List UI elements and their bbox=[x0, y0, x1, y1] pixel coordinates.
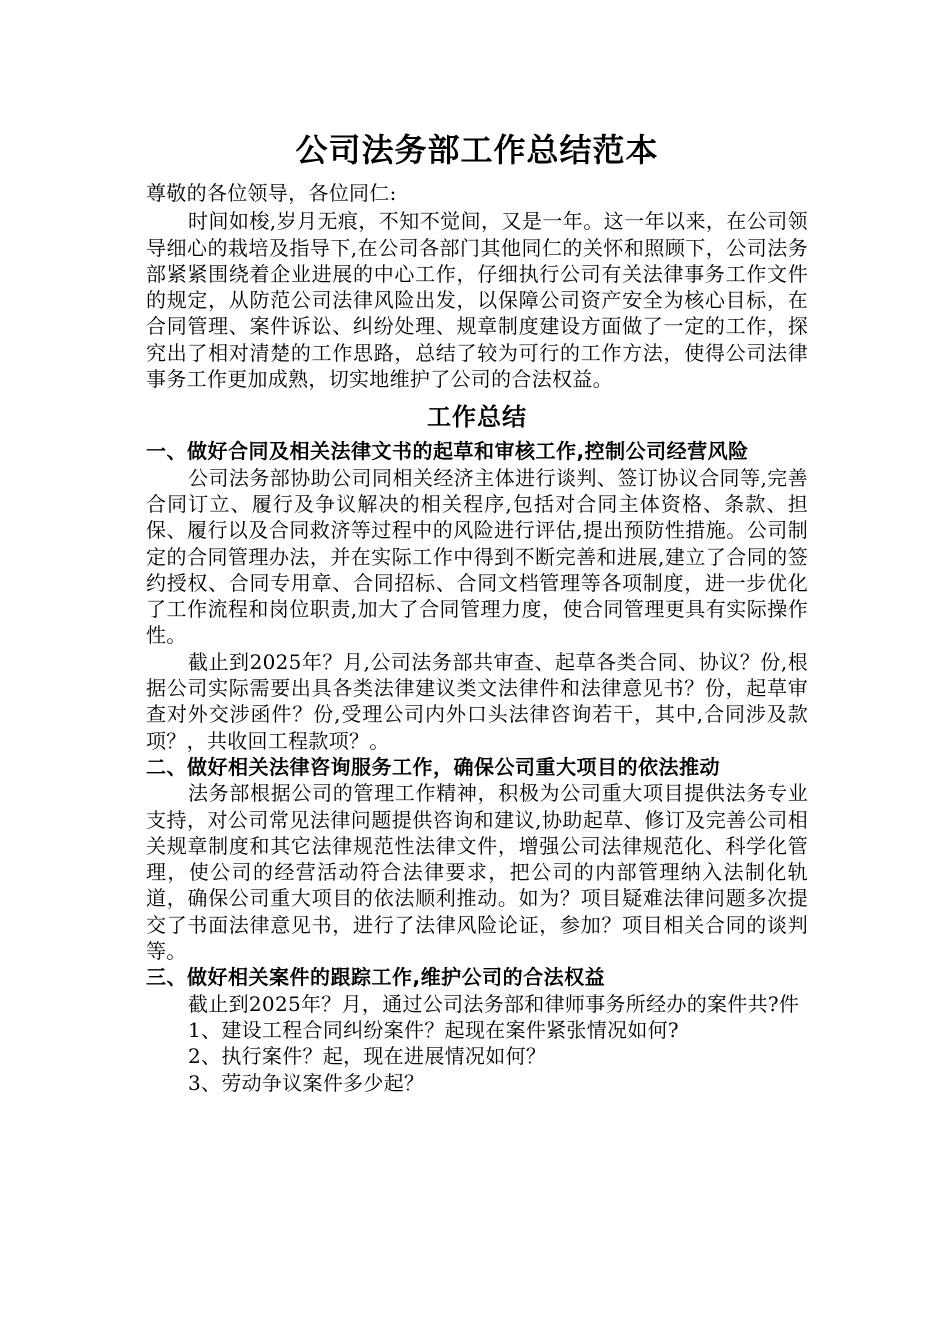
document-page bbox=[146, 128, 808, 1096]
list-item: 2、执行案件？起，现在进展情况如何？ bbox=[188, 1044, 547, 1069]
section-title: 工作总结 bbox=[427, 403, 527, 432]
section-3 bbox=[146, 964, 808, 1095]
intro-paragraph: 时间如梭,岁月无痕，不知不觉间，又是一年。这一年以来，在公司领导细心的栽培及指导下,在公司各部门其他同仁的关怀和照顾下，公司法务部紧紧围绕着企业进展的中心工作，仔细执行公司有关法律事务工作文件的规定，从防范公司法律风险出发，以保障公司资产安全为核心目标，在合同管理、案件诉讼、纠纷处理、规章制度建设方面做了一定的工作，探究出了相对清楚的工作思路，总结了较为可行的工作方法，使得公司法律事务工作更加成熟，切实地维护了公司的合法权益。 bbox=[146, 209, 808, 392]
document-title: 公司法务部工作总结范本 bbox=[295, 131, 659, 169]
section-heading: 一、做好合同及相关法律文书的起草和审核工作,控制公司经营风险 bbox=[146, 439, 749, 464]
greeting: 尊敬的各位领导，各位同仁: bbox=[146, 181, 397, 205]
list-item: 1、建设工程合同纠纷案件？起现在案件紧张情况如何? bbox=[188, 1017, 679, 1042]
section-heading: 三、做好相关案件的跟踪工作,维护公司的合法权益 bbox=[146, 965, 606, 990]
section-2 bbox=[146, 754, 808, 964]
section-1 bbox=[146, 438, 808, 754]
section-paragraph: 截止到2025年？月，通过公司法务部和律师事务所经办的案件共?件 bbox=[188, 991, 800, 1016]
list-item: 3、劳动争议案件多少起？ bbox=[188, 1070, 425, 1095]
section-paragraph: 法务部根据公司的管理工作精神，积极为公司重大项目提供法务专业支持，对公司常见法律问题提供咨询和建议,协助起草、修订及完善公司相关规章制度和其它法律规范性法律文件，增强公司法律规范化、科学化管理，使公司的经营活动符合法律要求，把公司的内部管理纳入法制化轨道，确保公司重大项目的依法顺利推动。如为？项目疑难法律问题多次提交了书面法律意见书，进行了法律风险论证，参加？项目相关合同的谈判等。 bbox=[146, 781, 808, 964]
section-heading: 二、做好相关法律咨询服务工作，确保公司重大项目的依法推动 bbox=[146, 754, 720, 779]
section-paragraph: 公司法务部协助公司同相关经济主体进行谈判、签订协议合同等,完善合同订立、履行及争议解决的相关程序,包括对合同主体资格、条款、担保、履行以及合同救济等过程中的风险进行评估,提出预防性措施。公司制定的合同管理办法，并在实际工作中得到不断完善和进展,建立了合同的签约授权、合同专用章、合同招标、合同文档管理等各项制度，进一步优化了工作流程和岗位职责,加大了合同管理力度，使合同管理更具有实际操作性。 bbox=[146, 465, 808, 648]
section-paragraph: 截止到2025年？月,公司法务部共审查、起草各类合同、协议？份,根据公司实际需要出具各类法律建议类文法律件和法律意见书？份，起草审查对外交涉函件？份,受理公司内外口头法律咨询若干，其中,合同涉及款项？，共收回工程款项？。 bbox=[146, 649, 808, 753]
